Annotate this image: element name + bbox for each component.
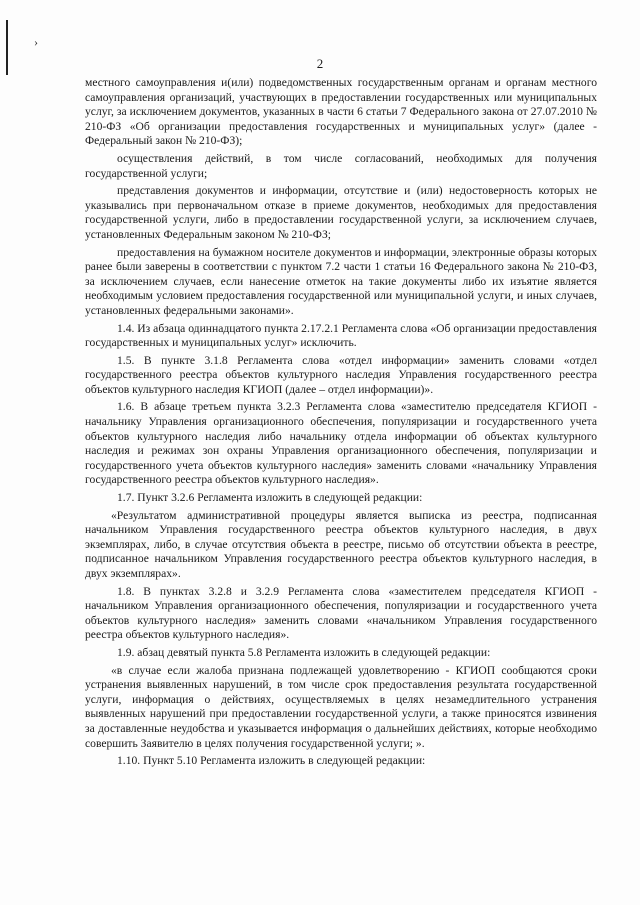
paragraph-1-7: 1.7. Пункт 3.2.6 Регламента изложить в следующей редакции:	[117, 491, 423, 505]
paragraph-1-4: 1.4. Из абзаца одиннадцатого пункта 2.17.2.1 Регламента слова «Об организации предоставления государственных и муниципальных услуг» исключить.	[85, 321, 597, 350]
paragraph-1-7-quote: «Результатом административной процедуры является выписка из реестра, подписанная начальником Управления государственного реестра объектов культурного наследия, в двух экземплярах, либо, в случае отсутствия объекта в реестре, письмо об отсутствии объекта в реестре, подписанное начальником Управления государственного реестра объектов культурного наследия, в двух экземплярах».	[85, 508, 597, 580]
document-body	[85, 76, 597, 772]
paragraph-1-10: 1.10. Пункт 5.10 Регламента изложить в следующей редакции:	[117, 754, 426, 768]
paragraph-continuation: местного самоуправления и(или) подведомственных государственным органам и органам местного самоуправления организаций, участвующих в предоставлении государственных или муниципальных услуг, за исключением документов, указанных в части 6 статьи 7 Федерального закона от 27.07.2010 № 210-ФЗ «Об организации предоставления государственных и муниципальных услуг» (далее - Федеральный закон № 210-ФЗ);	[85, 76, 597, 148]
paragraph-1-6: 1.6. В абзаце третьем пункта 3.2.3 Регламента слова «заместителю председателя КГИОП - начальнику Управления организационного обеспечения, популяризации и государственного учета объектов культурного наследия либо начальнику отдела информации об объектах культурного наследия и режимах зон охраны Управления организационного обеспечения, популяризации и государственного учета объектов культурного наследия» заменить словами «начальнику Управления государственного реестра объектов культурного наследия».	[85, 400, 597, 487]
paragraph-paper-copies: предоставления на бумажном носителе документов и информации, электронные образы которых ранее были заверены в соответствии с пунктом 7.2 части 1 статьи 16 Федерального закона № 210-ФЗ, за исключением случаев, если нанесение отметок на такие документы либо их изъятие является необходимым условием предоставления государственной или муниципальной услуги, и иных случаев, установленных федеральными законами».	[85, 245, 597, 317]
paragraph-1-8: 1.8. В пунктах 3.2.8 и 3.2.9 Регламента слова «заместителем председателя КГИОП - начальником Управления организационного обеспечения, популяризации и государственного учета объектов культурного наследия» заменить словами «начальником Управления государственного реестра объектов культурного наследия».	[85, 584, 597, 642]
page-number: 2	[316, 56, 324, 71]
paragraph-documents: представления документов и информации, отсутствие и (или) недостоверность которых не указывались при первоначальном отказе в приеме документов, необходимых для предоставления государственной услуги, либо в предоставлении государственной услуги, за исключением случаев, установленных Федеральным законом № 210-ФЗ;	[85, 184, 597, 241]
paragraph-1-5: 1.5. В пункте 3.1.8 Регламента слова «отдел информации» заменить словами «отдел государственного реестра объектов культурного наследия Управления государственного реестра объектов культурного наследия КГИОП (далее – отдел информации)».	[85, 353, 597, 396]
paragraph-1-9: 1.9. абзац девятый пункта 5.8 Регламента изложить в следующей редакции:	[117, 645, 491, 659]
scan-margin-dot: ›	[34, 35, 38, 49]
paragraph-1-9-quote: «в случае если жалоба признана подлежащей удовлетворению - КГИОП сообщаются сроки устранения выявленных нарушений, в том числе срок предоставления результата государственной услуги, информация о действиях, осуществляемых в целях незамедлительного устранения выявленных нарушений при предоставлении государственной услуги, а также приносятся извинения за доставленные неудобства и указывается информация о дальнейших действиях, которые необходимо совершить Заявителю в целях получения государственной услуги; ».	[85, 663, 597, 750]
paragraph-actions: осуществления действий, в том числе согласований, необходимых для получения государственной услуги;	[85, 151, 597, 180]
